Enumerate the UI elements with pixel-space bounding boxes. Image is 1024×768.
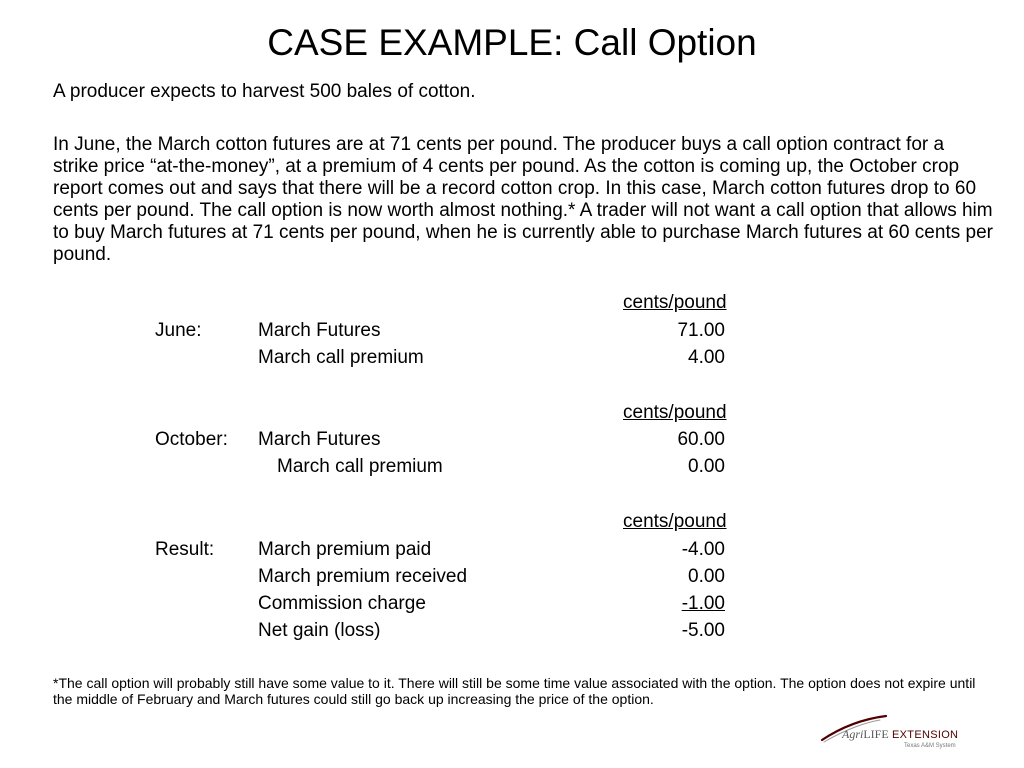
table-row bbox=[0, 319, 1024, 343]
footnote: *The call option will probably still have some value to it. There will still be some time value associated with the option. The option does not expire until the middle of February and March futures could still go back up increasing the price of the option. bbox=[53, 675, 976, 707]
scenario-paragraph: In June, the March cotton futures are at 71 cents per pound. The producer buys a call option contract for a strike price “at-the-money”, at a premium of 4 cents per pound. As the cotton is coming up, the October crop report comes out and says that there will be a record cotton crop. In this case, March cotton futures drop to 60 cents per pound. The call option is now worth almost nothing.* A trader will not want a call option that allows him to buy March futures at 71 cents per pound, when he is currently able to purchase March futures at 60 cents per pound. bbox=[53, 134, 993, 265]
period-label-june: June: bbox=[155, 320, 202, 341]
logo-subtitle: Texas A&M System bbox=[904, 743, 956, 749]
period-label-october: October: bbox=[155, 429, 228, 450]
row-item: March call premium bbox=[258, 347, 424, 368]
october-unit-row bbox=[0, 401, 1024, 425]
row-value: 71.00 bbox=[677, 320, 725, 341]
row-value: 0.00 bbox=[688, 456, 725, 477]
unit-label: cents/pound bbox=[623, 511, 727, 532]
period-label-result: Result: bbox=[155, 539, 215, 560]
row-value: 60.00 bbox=[677, 429, 725, 450]
row-value: -1.00 bbox=[681, 593, 725, 614]
logo-agri: Agri bbox=[842, 727, 864, 741]
logo-wordmark bbox=[842, 727, 958, 742]
table-row bbox=[0, 538, 1024, 562]
row-item: March Futures bbox=[258, 320, 381, 341]
row-value: 4.00 bbox=[688, 347, 725, 368]
row-item: March call premium bbox=[277, 456, 443, 477]
table-row bbox=[0, 346, 1024, 370]
unit-label: cents/pound bbox=[623, 292, 727, 313]
row-item: Net gain (loss) bbox=[258, 620, 381, 641]
unit-label: cents/pound bbox=[623, 402, 727, 423]
logo-life: LIFE bbox=[863, 727, 889, 741]
row-value: -5.00 bbox=[681, 620, 725, 641]
row-item: March Futures bbox=[258, 429, 381, 450]
row-value: 0.00 bbox=[688, 566, 725, 587]
table-row bbox=[0, 428, 1024, 452]
page-title: CASE EXAMPLE: Call Option bbox=[267, 22, 757, 63]
logo-extension: EXTENSION bbox=[892, 729, 959, 741]
row-value: -4.00 bbox=[681, 539, 725, 560]
row-item: March premium paid bbox=[258, 539, 432, 560]
june-unit-row bbox=[0, 291, 1024, 315]
table-row bbox=[0, 565, 1024, 589]
row-item: Commission charge bbox=[258, 593, 426, 614]
intro-paragraph: A producer expects to harvest 500 bales of cotton. bbox=[53, 81, 476, 102]
table-row bbox=[0, 592, 1024, 616]
agrilife-extension-logo bbox=[818, 712, 958, 758]
result-unit-row bbox=[0, 510, 1024, 534]
table-row bbox=[0, 455, 1024, 479]
table-row bbox=[0, 619, 1024, 643]
row-item: March premium received bbox=[258, 566, 468, 587]
